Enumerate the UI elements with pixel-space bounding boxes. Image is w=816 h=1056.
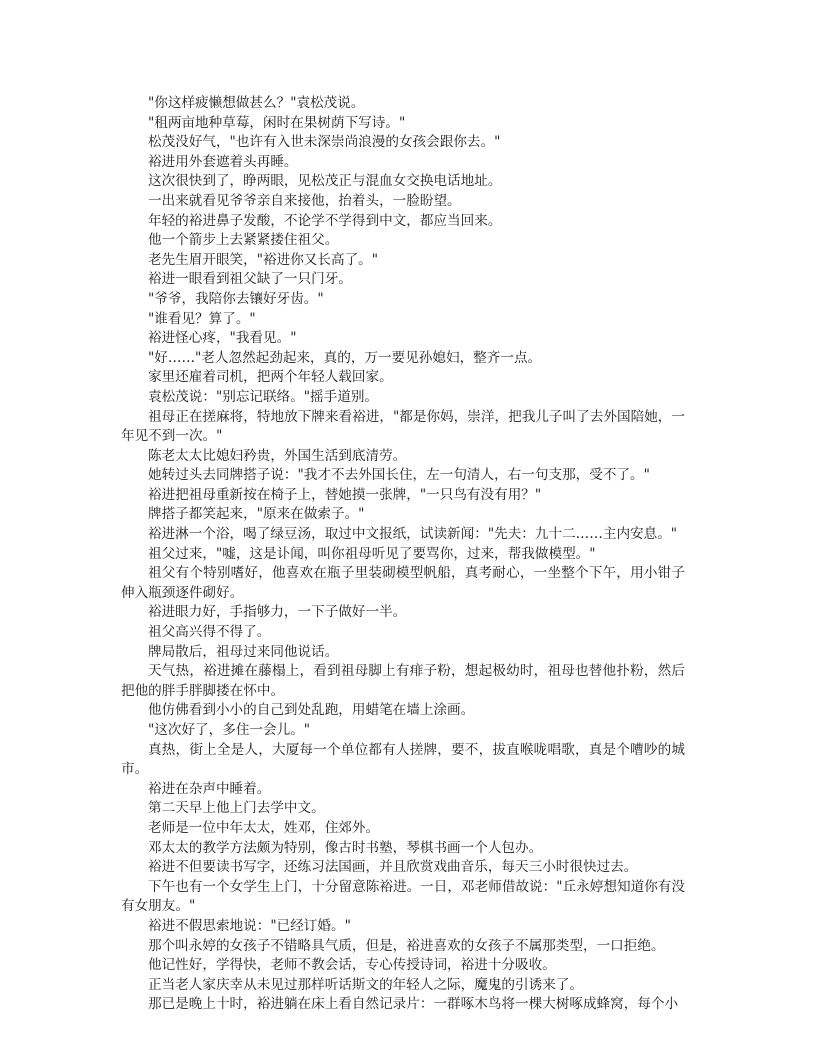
paragraph: 他仿佛看到小小的自己到处乱跑，用蜡笔在墙上涂画。 <box>148 702 475 719</box>
paragraph: 他一个箭步上去紧紧搂住祖父。 <box>148 232 339 249</box>
paragraph: 裕进不但要读书写字，还练习法国画，并且欣赏戏曲音乐，每天三小时很快过去。 <box>148 859 638 876</box>
paragraph: "好……"老人忽然起劲起来，真的，万一要见孙媳妇，整齐一点。 <box>148 349 542 366</box>
paragraph: 松茂没好气，"也许有入世未深崇尚浪漫的女孩会跟你去。" <box>148 134 501 151</box>
paragraph: 那已是晚上十时，裕进躺在床上看自然记录片：一群啄木鸟将一棵大树啄成蜂窝，每个小 <box>148 996 679 1013</box>
paragraph: 裕进一眼看到祖父缺了一只门牙。 <box>148 271 352 288</box>
paragraph: 袁松茂说："别忘记联络。"摇手道别。 <box>148 388 379 405</box>
paragraph: 老先生眉开眼笑，"裕进你又长高了。" <box>148 251 379 268</box>
paragraph: 真热，街上全是人，大厦每一个单位都有人搓牌，要不，拔直喉咙唱歌，真是个嘈吵的城市。 <box>121 741 685 778</box>
paragraph: 牌局散后，祖母过来同他说话。 <box>148 643 339 660</box>
paragraph: 祖母正在搓麻将，特地放下牌来看裕进，"都是你妈，崇洋，把我儿子叫了去外国陪她，一年见不到一次。" <box>121 408 685 445</box>
paragraph: 正当老人家庆幸从未见过那样听话斯文的年轻人之际，魔鬼的引诱来了。 <box>148 976 583 993</box>
paragraph: "你这样疲懒想做甚么？"袁松茂说。 <box>148 95 365 111</box>
paragraph: 他记性好，学得快，老师不教会话，专心传授诗词，裕进十分吸收。 <box>148 957 556 974</box>
paragraph: "租两亩地种草莓，闲时在果树荫下写诗。" <box>148 114 406 131</box>
paragraph: 那个叫永婷的女孩子不错略具气质，但是，裕进喜欢的女孩子不属那类型，一口拒绝。 <box>148 937 665 954</box>
paragraph: 裕进把祖母重新按在椅子上，替她摸一张牌，"一只鸟有没有用？" <box>148 486 542 503</box>
paragraph: 年轻的裕进鼻子发酸，不论学不学得到中文，都应当回来。 <box>148 212 502 229</box>
paragraph: 祖父有个特别嗜好，他喜欢在瓶子里装砌模型帆船，真考耐心，一坐整个下午，用小钳子伸入瓶颈逐件砌好。 <box>121 565 685 601</box>
paragraph: 第二天早上他上门去学中文。 <box>148 800 325 817</box>
paragraph: 天气热，裕进摊在藤榻上，看到祖母脚上有痱子粉，想起极幼时，祖母也替他扑粉，然后把他的胖手胖脚搂在怀中。 <box>121 663 685 699</box>
document-page <box>121 94 685 1015</box>
paragraph: 祖父过来，"嘘，这是讣闻，叫你祖母听见了要骂你，过来，帮我做模型。" <box>148 545 596 562</box>
paragraph: 下午也有一个女学生上门，十分留意陈裕进。一日，邓老师借故说："丘永婷想知道你有没有女朋友。" <box>121 878 685 915</box>
paragraph: 老师是一位中年太太，姓邓，住郊外。 <box>148 819 380 836</box>
paragraph: 她转过头去同牌搭子说："我才不去外国长住，左一句清人，右一句支那，受不了。" <box>148 467 650 484</box>
paragraph: "谁看见？算了。" <box>148 310 256 327</box>
paragraph: 裕进在杂声中睡着。 <box>148 780 271 797</box>
paragraph: 祖父高兴得不得了。 <box>148 624 271 641</box>
paragraph: 一出来就看见爷爷亲自来接他，抬着头，一脸盼望。 <box>148 192 461 209</box>
paragraph: "爷爷，我陪你去镶好牙齿。" <box>148 290 324 307</box>
paragraph: 这次很快到了，睁两眼，见松茂正与混血女交换电话地址。 <box>148 173 502 190</box>
paragraph: 裕进不假思索地说："已经订婚。" <box>148 917 351 934</box>
paragraph: "这次好了，多住一会儿。" <box>148 722 311 738</box>
paragraph: 裕进眼力好，手指够力，一下子做好一半。 <box>148 604 407 621</box>
paragraph: 裕进用外套遮着头再睡。 <box>148 153 298 170</box>
paragraph: 牌搭子都笑起来，"原来在做索子。" <box>148 506 365 523</box>
paragraph: 家里还雇着司机，把两个年轻人载回家。 <box>148 369 393 386</box>
paragraph: 裕进淋一个浴，喝了绿豆汤，取过中文报纸，试读新闻："先夫：九十二……主内安息。" <box>148 526 678 543</box>
paragraph: 邓太太的教学方法颇为特别，像古时书塾，琴棋书画一个人包办。 <box>148 839 543 856</box>
paragraph: 陈老太太比媳妇矜贵，外国生活到底清劳。 <box>148 447 407 464</box>
paragraph: 裕进怪心疼，"我看见。" <box>148 330 297 347</box>
